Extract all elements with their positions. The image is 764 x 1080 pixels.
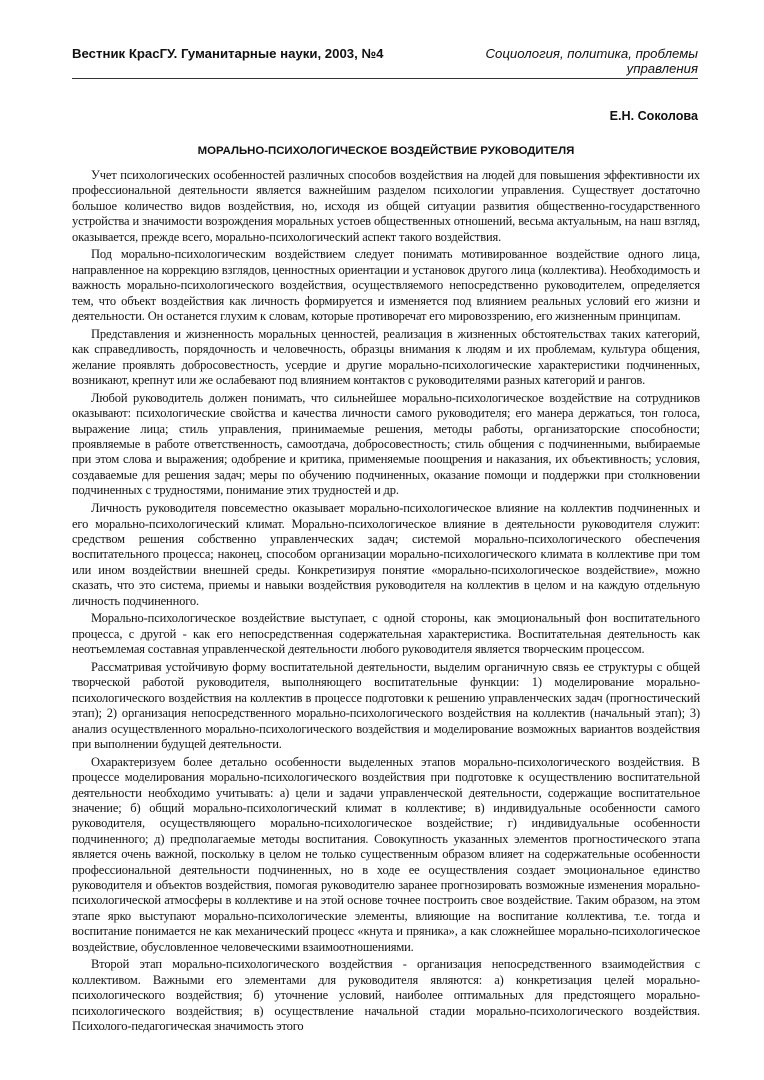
- paragraph: Морально-психологическое воздействие выступает, с одной стороны, как эмоциональный фон воспитательного процесса, с другой - как его непосредственная содержательная характеристика. Воспитательная деятельность как неотъемлемая составная управленческой деятельности любого руководителя является творческим процессом.: [72, 611, 700, 657]
- section-name: Социология, политика, проблемы управления: [485, 46, 698, 76]
- paragraph: Любой руководитель должен понимать, что сильнейшее морально-психологическое воздействие на сотрудников оказывают: психологические свойства и качества личности самого руководителя; его манера держаться, тон голоса, выражение лица; стиль управления, принимаемые решения, методы работы, организаторские способности; проявляемые в работе ответственность, самоотдача, добросовестность; стиль общения с подчиненными, выбираемые при этом слова и выражения; одобрение и критика, применяемые поощрения и наказания, их объективность; условия, создаваемые для решения задач; меры по обучению подчиненных, оказание помощи и поддержки при столкновении подчиненных с трудностями, понимание этих трудностей и др.: [72, 390, 700, 498]
- article-body: [72, 168, 700, 1037]
- author-name: Е.Н. Соколова: [609, 109, 698, 123]
- paragraph: Охарактеризуем более детально особенности выделенных этапов морально-психологического воздействия. В процессе моделирования морально-психологического воздействия при подготовке к осуществлению воспитательной деятельности необходимо учитывать: а) цели и задачи управленческой деятельности, содержащие воспитательное значение; б) общий морально-психологический климат в коллективе; в) индивидуальные особенности самого руководителя, осуществляющего морально-психологическое воздействие; г) индивидуальные особенности подчиненного; д) предполагаемые методы воспитания. Совокупность указанных элементов прогностического этапа является очень важной, поскольку в целом не только существенным образом влияет на содержательные особенности профессиональной деятельности подчиненных, но в ходе ее осуществления создает эмоциональное единство руководителя и объектов воздействия, помогая руководителю заранее прогнозировать возможные изменения морально-психологической атмосферы в коллективе и на этой основе точнее построить свое воздействие. Таким образом, на этом этапе ярко выступают морально-психологические элементы, влияющие на воспитание коллектива, т.е. тогда и воспитание понимается не как механический процесс «кнута и пряника», а как сложнейшее морально-психологическое воздействие, обусловленное человеческими взаимоотношениями.: [72, 754, 700, 954]
- paragraph: Учет психологических особенностей различных способов воздействия на людей для повышения эффективности их профессиональной деятельности является важнейшим разделом психологии управления. Существует достаточно большое количество видов воздействия, но, исходя из общей ситуации развития общественно-государственного устройства и значимости возрождения моральных устоев общественных отношений, весьма актуальным, на наш взгляд, оказывается, прежде всего, морально-психологический аспект такого воздействия.: [72, 168, 700, 244]
- paragraph: Рассматривая устойчивую форму воспитательной деятельности, выделим органичную связь ее структуры с общей творческой работой руководителя, выполняющего воспитательные функции: 1) моделирование морально-психологического воздействия на коллектив в процессе подготовки к решению управленческих задач (прогностический этап); 2) организация непосредственного морально-психологического воздействия на коллектив (начальный этап); 3) анализ осуществленного морально-психологического воздействия и моделирование возможных вариантов воздействия при выполнении будущей деятельности.: [72, 659, 700, 751]
- paragraph: Второй этап морально-психологического воздействия - организация непосредственного взаимодействия с коллективом. Важными его элементами для руководителя являются: а) конкретизация целей морально-психологического воздействия; б) уточнение условий, наиболее оптимальных для предстоящего морально-психологического воздействия; в) осуществление начальной стадии морально-психологического воздействия. Психолого-педагогическая значимость этого: [72, 957, 700, 1034]
- article-title: МОРАЛЬНО-ПСИХОЛОГИЧЕСКОЕ ВОЗДЕЙСТВИЕ РУКОВОДИТЕЛЯ: [197, 145, 575, 157]
- header-rule: [72, 78, 698, 79]
- paragraph: Представления и жизненность моральных ценностей, реализация в жизненных обстоятельствах таких категорий, как справедливость, порядочность и человечность, образцы внимания к людям и их проблемам, культура общения, желание проявлять добросовестность, усердие и другие морально-психологические характеристики подчиненных, возникают, крепнут или же ослабевают под влиянием контактов с руководителями разных категорий и рангов.: [72, 326, 700, 388]
- paragraph: Личность руководителя повсеместно оказывает морально-психологическое влияние на коллектив подчиненных и его морально-психологический климат. Морально-психологическое влияние в деятельности руководителя служит: средством решения собственно управленческих задач; системой морально-психологического обеспечения воспитательного процесса; наконец, способом организации морально-психологического климата в коллективе при том или ином воздействии внешней среды. Конкретизируя понятие «морально-психологическое воздействие», можно сказать, что это система, приемы и навыки воздействия руководителя на коллектив в целом и на каждую отдельную личность подчиненного.: [72, 501, 700, 608]
- running-header: [72, 44, 698, 80]
- paragraph: Под морально-психологическим воздействием следует понимать мотивированное воздействие одного лица, направленное на коррекцию взглядов, ценностных ориентации и установок другого лица (коллектива). Необходимость и важность морально-психологического воздействия, осуществляемого непосредственно руководителем, определяется тем, что объект воздействия как личность формируется и изменяется под влиянием реальных условий его жизни и деятельности. Он останется глухим к словам, которые противоречат его мировоззрению, его жизненным принципам.: [72, 247, 700, 324]
- journal-name: Вестник КрасГУ. Гуманитарные науки, 2003, №4: [72, 46, 384, 61]
